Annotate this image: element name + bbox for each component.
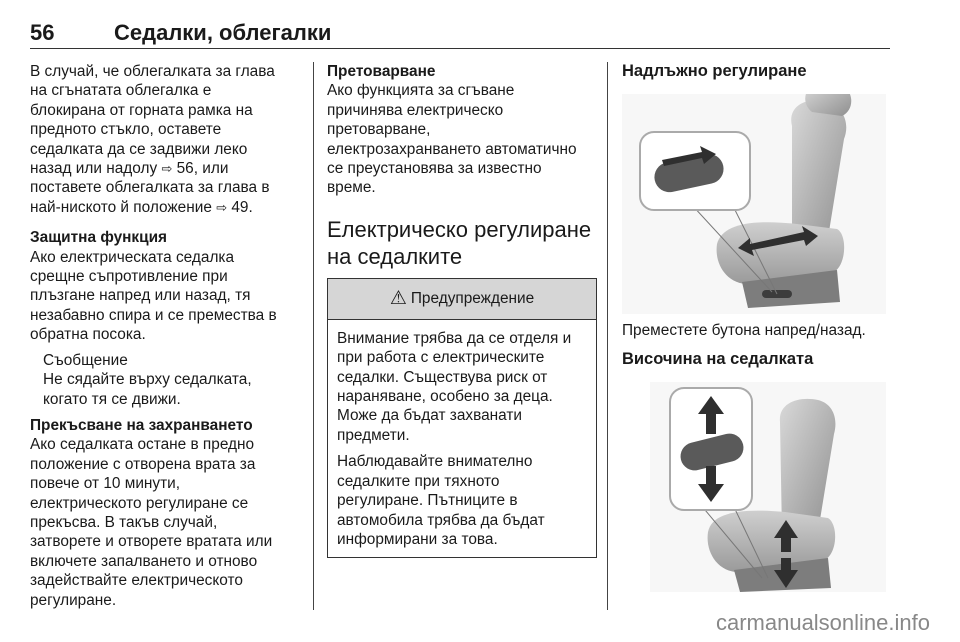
protection-line: срещне съпротивление при [30, 268, 228, 286]
intro-line: предното стъкло, оставете [30, 121, 222, 139]
note-block [30, 351, 308, 409]
page-header [30, 4, 890, 52]
overload-line: се преустановява за известно [327, 160, 542, 178]
seat-height-illustration [650, 382, 886, 592]
protection-line: незабавно спира и се премества в [30, 306, 277, 324]
overload-heading: Претоварване [327, 63, 436, 80]
header-rule [30, 48, 890, 49]
watermark: carmanualsonline.info [715, 610, 930, 635]
column-divider-2 [607, 62, 608, 610]
page-ref-link[interactable]: 49. [231, 198, 253, 216]
warning-line: нараняване, особено за деца. [337, 388, 553, 406]
page-ref-arrow-icon: ⇨ [216, 199, 228, 215]
column-1 [30, 62, 308, 610]
cutoff-heading: Прекъсване на захранването [30, 416, 253, 434]
section-heading: Електрическо регулиране на седалките [327, 216, 592, 269]
protection-line: Ако електрическата седалка [30, 248, 235, 266]
note-line: когато тя се движи. [43, 390, 181, 408]
cutoff-line: повече от 10 минути, [30, 475, 181, 493]
seat-height-svg [650, 382, 886, 592]
height-heading: Височина на седалката [622, 350, 814, 368]
page-number: 56 [30, 20, 55, 45]
protection-line: плъзгане напред или назад, тя [30, 287, 251, 305]
warning-line: регулиране. Пътниците в [337, 492, 518, 510]
longitudinal-heading: Надлъжно регулиране [622, 62, 807, 80]
warning-title: Предупреждение [410, 290, 535, 308]
warning-body [328, 320, 596, 557]
page-ref-arrow-icon: ⇨ [161, 161, 173, 177]
cutoff-line: положение с отворена врата за [30, 455, 256, 473]
overload-line: претоварване, [327, 121, 431, 139]
intro-line: на сгънатата облегалка е [30, 82, 212, 100]
warning-line: седалки. Съществува риск от [337, 368, 548, 386]
warning-line: Наблюдавайте внимателно [337, 453, 533, 471]
cutoff-line: прекъсва. В такъв случай, [30, 513, 218, 531]
seat-longitudinal-illustration [622, 94, 886, 314]
protection-line: обратна посока. [30, 326, 146, 344]
cutoff-line: задействайте електрическото [30, 572, 243, 590]
warning-triangle-icon: ⚠ [389, 288, 407, 310]
intro-line: В случай, че облегалката за глава [30, 63, 275, 80]
cutoff-line: електрическото регулиране се [30, 494, 249, 512]
warning-box [327, 278, 597, 558]
overload-line: причинява електрическо [327, 101, 504, 119]
page-title: Седалки, облегалки [114, 20, 332, 45]
column-2 [327, 62, 597, 558]
warning-line: седалките при тяхното [337, 472, 500, 490]
cutoff-line: затворете и отворете вратата или [30, 533, 273, 551]
warning-line: при работа с електрическите [337, 349, 545, 367]
column-divider-1 [313, 62, 314, 610]
cutoff-line: регулиране. [30, 591, 117, 609]
note-line: Не сядайте върху седалката, [43, 371, 252, 389]
intro-line: назад или надолу ⇨ 56, или [30, 160, 229, 178]
intro-line: седалката да се задвижи леко [30, 140, 248, 158]
warning-line: Внимание трябва да се отделя и [337, 329, 572, 347]
overload-line: време. [327, 179, 376, 197]
page-ref-link[interactable]: 56, или [176, 160, 229, 178]
overload-line: електрозахранването автоматично [327, 140, 577, 158]
note-heading: Съобщение [43, 351, 128, 369]
seat-longitudinal-svg [622, 94, 886, 314]
warning-line: Може да бъдат захванати [337, 407, 523, 425]
intro-line: блокирана от горната рамка на [30, 101, 253, 119]
cutoff-line: включете запалването и отново [30, 552, 258, 570]
warning-header [328, 279, 596, 320]
intro-line: най-ниското й положение ⇨ 49. [30, 198, 253, 216]
warning-line: автомобила трябва да бъдат [337, 511, 545, 529]
longitudinal-caption: Преместете бутона напред/назад. [622, 322, 866, 339]
warning-line: информирани за това. [337, 530, 498, 548]
warning-line: предмети. [337, 426, 410, 444]
overload-line: Ако функцията за сгъване [327, 82, 515, 100]
cutoff-line: Ако седалката остане в предно [30, 436, 255, 454]
protection-heading: Защитна функция [30, 229, 168, 247]
intro-line: поставете облегалката за глава в [30, 179, 270, 197]
column-3 [622, 62, 890, 81]
